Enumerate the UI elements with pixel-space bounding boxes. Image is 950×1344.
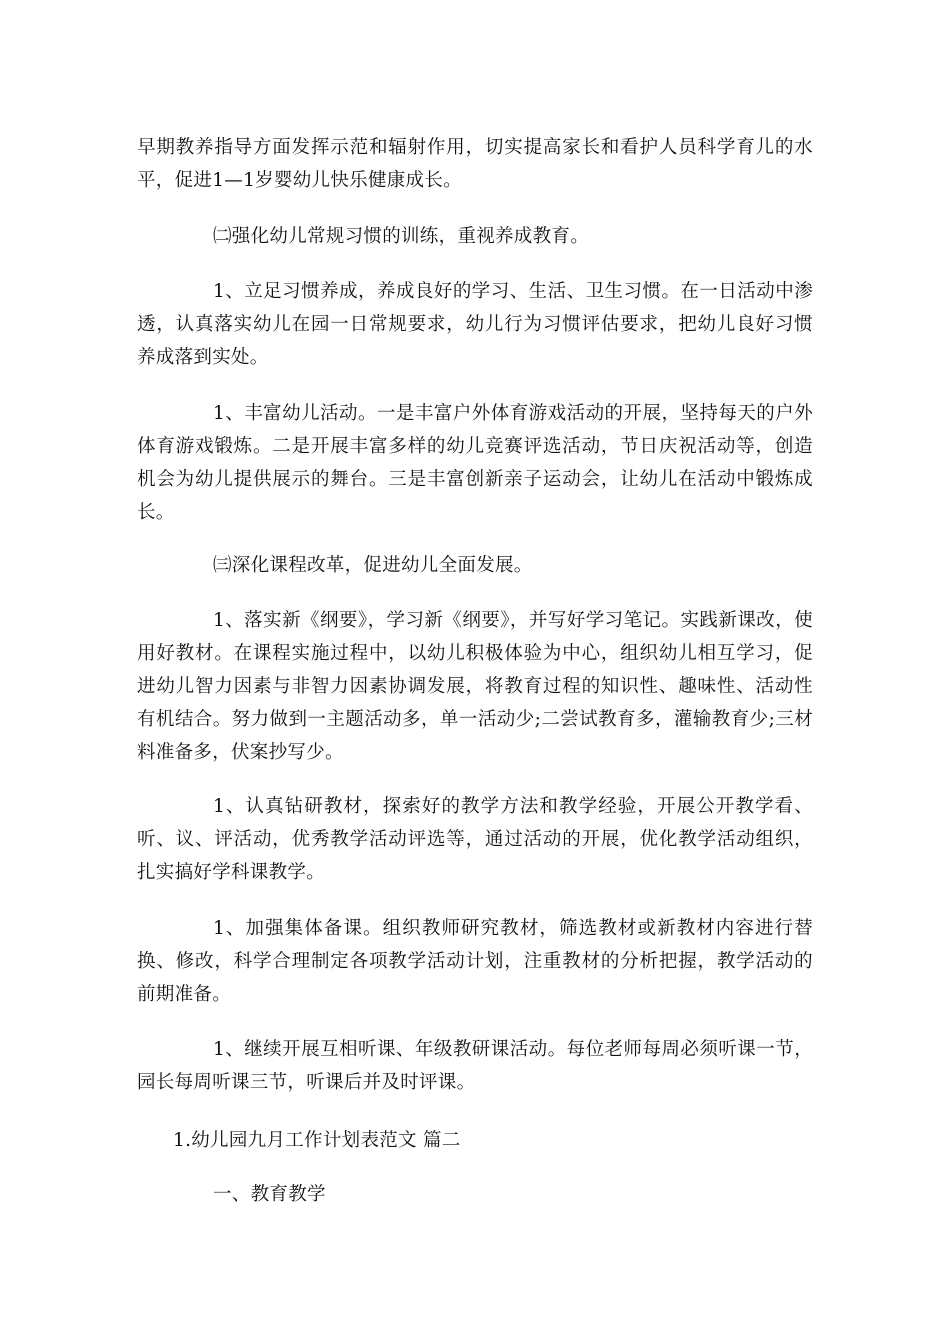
paragraph-lesson-observation: 1、继续开展互相听课、年级教研课活动。每位老师每周必须听课一节，园长每周听课三节，听课后并及时评课。	[137, 1039, 813, 1093]
paragraph-study-materials: 1、认真钻研教材，探索好的教学方法和教学经验，开展公开教学看、听、议、评活动，优秀教学活动评选等，通过活动的开展，优化教学活动组织，扎实搞好学科课教学。	[137, 796, 813, 883]
paragraph-rich-activities: 1、丰富幼儿活动。一是丰富户外体育游戏活动的开展，坚持每天的户外体育游戏锻炼。二是开展丰富多样的幼儿竞赛评选活动，节日庆祝活动等，创造机会为幼儿提供展示的舞台。三是丰富创新亲子运动会，让幼儿在活动中锻炼成长。	[137, 403, 813, 523]
paragraph-new-outline: 1、落实新《纲要》，学习新《纲要》，并写好学习笔记。实践新课改，使用好教材。在课程实施过程中，以幼儿积极体验为中心，组织幼儿相互学习，促进幼儿智力因素与非智力因素协调发展，将教育过程的知识性、趣味性、活动性有机结合。努力做到一主题活动多，单一活动少;二尝试教育多，灌输教育少;三材料准备多，伏案抄写少。	[137, 610, 813, 763]
paragraph-habit-formation: 1、立足习惯养成，养成良好的学习、生活、卫生习惯。在一日活动中渗透，认真落实幼儿在园一日常规要求，幼儿行为习惯评估要求，把幼儿良好习惯养成落到实处。	[137, 281, 813, 368]
section-title: 1.幼儿园九月工作计划表范文 篇二	[173, 1130, 461, 1151]
subheading-habit-training: ㈡强化幼儿常规习惯的训练，重视养成教育。	[213, 226, 590, 247]
paragraph-intro-continuation: 早期教养指导方面发挥示范和辐射作用，切实提高家长和看护人员科学育儿的水平，促进1—1岁婴幼儿快乐健康成长。	[137, 137, 813, 191]
paragraph-collective-prep: 1、加强集体备课。组织教师研究教材，筛选教材或新教材内容进行替换、修改，科学合理制定各项教学活动计划，注重教材的分析把握，教学活动的前期准备。	[137, 918, 813, 1005]
subheading-curriculum-reform: ㈢深化课程改革，促进幼儿全面发展。	[213, 555, 533, 576]
subsection-title: 一、教育教学	[213, 1184, 326, 1205]
